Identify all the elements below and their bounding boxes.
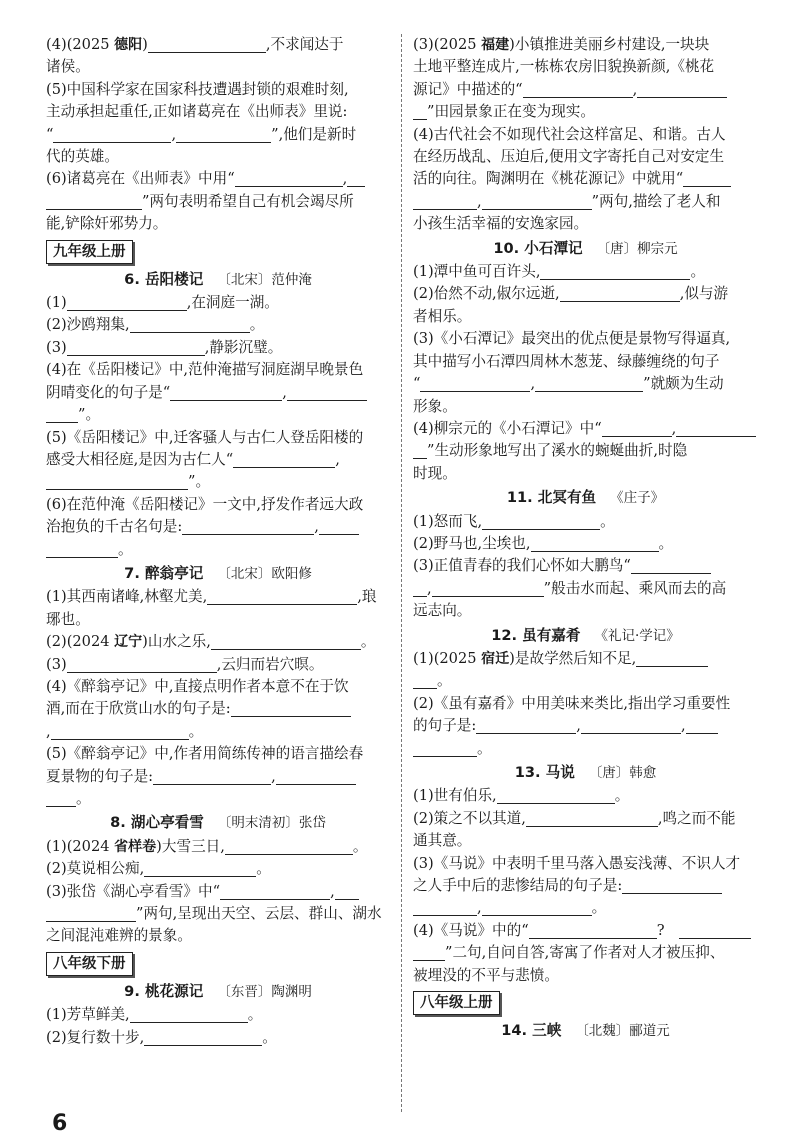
answer-blank[interactable] [679,921,751,939]
page-number: 6 [52,1111,68,1136]
answer-blank[interactable] [529,921,657,939]
answer-blank[interactable] [46,472,188,490]
section-title-6: 6. 岳阳楼记 〔北宋〕范仲淹 [124,270,312,288]
s10-item-1: (1)潭中鱼可百许头, 。 [413,263,706,281]
answer-blank[interactable] [220,882,330,900]
answer-blank[interactable] [148,35,266,53]
grade-label-8a: 八年级上册 [413,991,500,1015]
s10-item-3: (3)《小石潭记》最突出的优点便是景物写得逼真, 其中描写小石潭四周林木葱茏、绿藤缠绕的句子 “ , ”就颇为生动 形象。 [413,330,731,415]
s13-item-4: (4)《马说》中的“ ? ”二句,自问自答,寄寓了作者对人才被压抑、 被埋没的不平与悲愤。 [413,920,758,987]
s6-item-2: (2)沙鸥翔集, 。 [46,316,265,334]
answer-blank[interactable] [637,80,727,98]
grade-label-8b: 八年级下册 [46,952,133,976]
s9-item-2: (2)复行数十步, 。 [46,1028,277,1046]
answer-blank[interactable] [476,716,576,734]
answer-blank[interactable] [335,882,359,900]
answer-blank[interactable] [276,767,356,785]
left-column [46,34,390,1049]
answer-blank[interactable] [636,649,708,667]
question-6-zhuge: (6)诸葛亮在《出师表》中用“ , ”两句表明希望自己有机会竭尽所 能,铲除奸邪势力。 [46,168,390,235]
answer-blank[interactable] [233,450,335,468]
answer-blank[interactable] [413,943,445,961]
answer-blank[interactable] [560,284,680,302]
answer-blank[interactable] [182,517,314,535]
answer-blank[interactable] [676,419,756,437]
s6-item-3: (3) ,静影沉璧。 [46,338,283,356]
section-title-8: 8. 湖心亭看雪 〔明末清初〕张岱 [110,814,326,832]
answer-blank[interactable] [287,383,367,401]
answer-blank[interactable] [686,716,718,734]
answer-blank[interactable] [631,556,711,574]
answer-blank[interactable] [482,512,600,530]
answer-blank[interactable] [482,192,592,210]
s9-item-3: (3)(2025 福建)小镇推进美丽乡村建设,一块块 土地平整连成片,一栋栋农房旧貌换新颜,《桃花 源记》中描述的“ , ”田园景象正在变为现实。 [413,34,758,124]
answer-blank[interactable] [540,262,690,280]
s11-item-1: (1)怒而飞, 。 [413,512,615,530]
answer-blank[interactable] [144,1028,262,1046]
answer-blank[interactable] [523,80,633,98]
answer-blank[interactable] [176,125,271,143]
answer-blank[interactable] [211,632,361,650]
s11-item-3: (3)正值青春的我们心怀如大鹏鸟“ , ”般击水而起、乘风而去的高 远志向。 [413,557,727,620]
answer-blank[interactable] [46,540,118,558]
answer-blank[interactable] [130,1005,248,1023]
s6-item-4: (4)在《岳阳楼记》中,范仲淹描写洞庭湖早晚景色 阴晴变化的句子是“ , ”。 [46,359,390,426]
s7-item-5: (5)《醉翁亭记》中,作者用简练传神的语言描绘春 夏景物的句子是: , 。 [46,745,364,807]
s8-item-1: (1)(2024 省样卷)大雪三日, 。 [46,837,368,855]
answer-blank[interactable] [347,169,365,187]
answer-blank[interactable] [413,441,427,459]
answer-blank[interactable] [51,722,189,740]
s6-item-5: (5)《岳阳楼记》中,迁客骚人与古仁人登岳阳楼的 感受大相径庭,是因为古仁人“ , ”。 [46,428,364,491]
answer-blank[interactable] [207,587,357,605]
answer-blank[interactable] [53,125,171,143]
answer-blank[interactable] [581,716,681,734]
answer-blank[interactable] [170,383,282,401]
s7-item-2: (2)(2024 辽宁)山水之乐, 。 [46,633,376,651]
section-title-13: 13. 马说 〔唐〕韩愈 [514,764,657,781]
s9-item-4: (4)古代社会不如现代社会这样富足、和谐。古人 在经历战乱、压迫后,便用文字寄托自己对安定生 活的向往。陶渊明在《桃花源记》中就用“ , ”两句,描绘了老人和 小孩生活幸福的安逸家园。 [413,124,758,236]
s6-item-1: (1) ,在洞庭一湖。 [46,294,279,312]
answer-blank[interactable] [413,192,477,210]
answer-blank[interactable] [420,374,530,392]
s13-item-3: (3)《马说》中表明千里马落入愚妄浅薄、不识人才 之人手中后的悲惨结局的句子是: , 。 [413,854,741,917]
question-5-zhuge: (5)中国科学家在国家科技遭遇封锁的艰难时刻, 主动承担起重任,正如诸葛亮在《出师表》里说: “ , ”,他们是新时 代的英雄。 [46,80,357,166]
answer-blank[interactable] [413,739,477,757]
s10-item-4: (4)柳宗元的《小石潭记》中“ , ”生动形象地写出了溪水的蜿蜒曲折,时隐 时现。 [413,418,758,485]
answer-blank[interactable] [235,169,343,187]
section-title-14: 14. 三峡 〔北魏〕郦道元 [501,1022,670,1040]
answer-blank[interactable] [319,517,359,535]
section-title-11: 11. 北冥有鱼 《庄子》 [506,489,665,507]
s9-item-1: (1)芳草鲜美, 。 [46,1006,263,1024]
section-title-7: 7. 醉翁亭记 〔北宋〕欧阳修 [124,564,312,582]
s7-item-3: (3) ,云归而岩穴暝。 [46,655,324,673]
answer-blank[interactable] [526,809,658,827]
answer-blank[interactable] [46,192,142,210]
answer-blank[interactable] [497,786,615,804]
s7-item-1: (1)其西南诸峰,林壑尤美, ,琅 琊也。 [46,588,377,628]
s13-item-2: (2)策之不以其道, ,鸣之而不能 通其意。 [413,809,736,850]
s8-item-3: (3)张岱《湖心亭看雪》中“ , ”两句,呈现出天空、云层、群山、湖水 之间混沌难辨的景象。 [46,882,382,945]
right-column [413,34,758,1043]
answer-blank[interactable] [153,767,271,785]
answer-blank[interactable] [225,837,353,855]
answer-blank[interactable] [482,898,592,916]
answer-blank[interactable] [231,699,351,717]
answer-blank[interactable] [531,534,659,552]
section-title-12: 12. 虽有嘉肴 《礼记·学记》 [491,626,680,644]
s7-item-4: (4)《醉翁亭记》中,直接点明作者本意不在于饮 酒,而在于欣赏山水的句子是: , 。 [46,676,390,743]
s10-item-2: (2)佁然不动,俶尔远逝, ,似与游 者相乐。 [413,285,729,325]
answer-blank[interactable] [413,898,477,916]
answer-blank[interactable] [144,859,256,877]
answer-blank[interactable] [67,655,217,673]
answer-blank[interactable] [130,315,250,333]
answer-blank[interactable] [622,876,722,894]
answer-blank[interactable] [683,169,731,187]
answer-blank[interactable] [535,374,643,392]
section-title-10: 10. 小石潭记 〔唐〕柳宗元 [493,239,678,257]
s13-item-1: (1)世有伯乐, 。 [413,787,630,805]
answer-blank[interactable] [46,405,78,423]
answer-blank[interactable] [413,671,437,689]
grade-label-9a: 九年级上册 [46,240,133,264]
section-title-9: 9. 桃花源记 〔东晋〕陶渊明 [124,982,312,1000]
s6-item-6: (6)在范仲淹《岳阳楼记》一文中,抒发作者远大政 治抱负的千古名句是: , 。 [46,495,364,558]
column-divider [401,34,402,1112]
s12-item-1: (1)(2025 宿迁)是故学然后知不足, 。 [413,648,758,693]
answer-blank[interactable] [413,579,427,597]
question-4-deyang: (4)(2025 德阳) ,不求闻达于 诸侯。 [46,36,344,76]
answer-blank[interactable] [67,293,187,311]
answer-blank[interactable] [602,419,672,437]
answer-blank[interactable] [432,579,544,597]
s11-item-2: (2)野马也,尘埃也, 。 [413,534,674,552]
s8-item-2: (2)莫说相公痴, 。 [46,860,271,878]
answer-blank[interactable] [67,338,205,356]
answer-blank[interactable] [46,789,76,807]
answer-blank[interactable] [413,102,427,120]
s12-item-2: (2)《虽有嘉肴》中用美味来类比,指出学习重要性 的句子是: , , 。 [413,694,731,757]
answer-blank[interactable] [46,904,136,922]
